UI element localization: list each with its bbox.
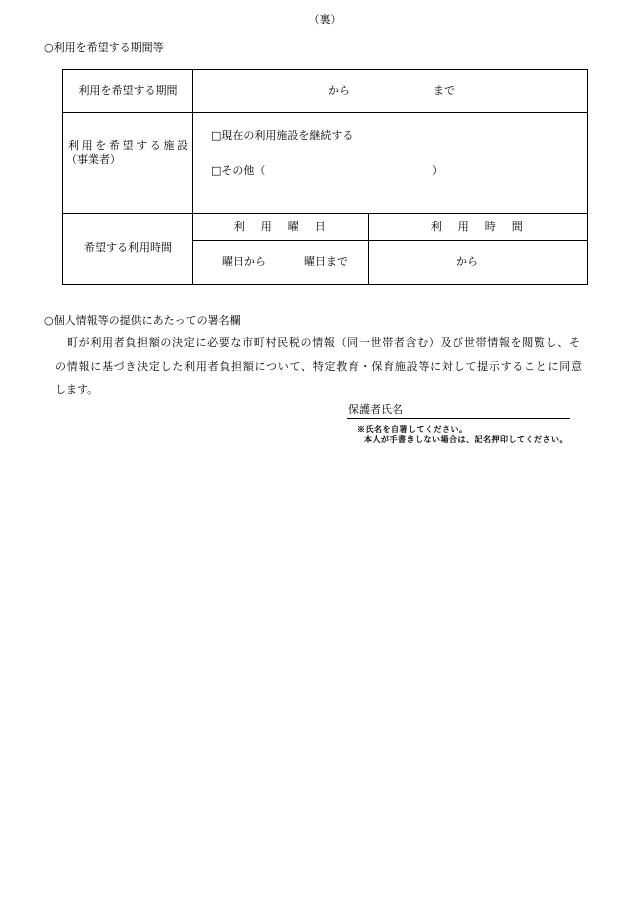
consent-text-line: 町が利用者負担額の決定に必要な市町村民税の情報（同一世帯者含む）及び世帯情報を閲覧し、そ bbox=[67, 336, 580, 349]
option-continue-current[interactable] bbox=[211, 129, 353, 143]
option-other[interactable] bbox=[211, 164, 265, 178]
guardian-name-field[interactable] bbox=[410, 402, 568, 418]
option-other-close: ） bbox=[432, 164, 443, 177]
option-other-field[interactable] bbox=[278, 163, 428, 179]
checkbox[interactable]: □ bbox=[211, 164, 222, 177]
time-header: 利 用 時 間 bbox=[430, 220, 526, 233]
days-from-text: 曜日から bbox=[222, 255, 266, 268]
signature-underline bbox=[347, 418, 570, 419]
subrow-divider bbox=[192, 240, 587, 241]
option-continue-label: 現在の利用施設を継続する bbox=[221, 129, 354, 142]
consent-text-line: の情報に基づき決定した利用者負担額について、特定教育・保育施設等に対して提示することに同意 bbox=[55, 360, 582, 373]
row-divider bbox=[63, 112, 587, 113]
usage-request-table bbox=[62, 69, 588, 285]
period-to-text: まで bbox=[433, 84, 455, 97]
days-start-field[interactable] bbox=[198, 254, 220, 270]
row-divider bbox=[63, 213, 587, 214]
page-side-label: （裏） bbox=[308, 13, 342, 26]
period-start-field[interactable] bbox=[213, 83, 323, 99]
facility-label-sub: （事業者） bbox=[66, 153, 121, 166]
signature-note: 本人が手書きしない場合は、記名押印してください。 bbox=[364, 434, 568, 444]
section-heading-consent: ○個人情報等の提供にあたっての署名欄 bbox=[44, 314, 241, 327]
checkbox[interactable]: □ bbox=[211, 129, 222, 142]
period-label: 利用を希望する期間 bbox=[78, 84, 178, 97]
period-end-field[interactable] bbox=[358, 83, 428, 99]
time-end-field[interactable] bbox=[488, 254, 583, 270]
days-end-field[interactable] bbox=[273, 254, 301, 270]
facility-label: 利用を希望する施設 bbox=[68, 139, 188, 152]
time-from-text: から bbox=[456, 255, 478, 268]
hours-label: 希望する利用時間 bbox=[84, 241, 172, 254]
guardian-name-label: 保護者氏名 bbox=[348, 403, 403, 416]
days-header: 利 用 曜 日 bbox=[233, 220, 329, 233]
section-heading-period: ○利用を希望する期間等 bbox=[44, 41, 164, 54]
days-to-text: 曜日まで bbox=[304, 255, 348, 268]
option-other-label: その他（ bbox=[221, 164, 266, 177]
signature-note: ※氏名を自署してください。 bbox=[357, 424, 468, 434]
consent-text-line: します。 bbox=[55, 383, 99, 396]
period-from-text: から bbox=[328, 84, 350, 97]
time-start-field[interactable] bbox=[378, 254, 452, 270]
